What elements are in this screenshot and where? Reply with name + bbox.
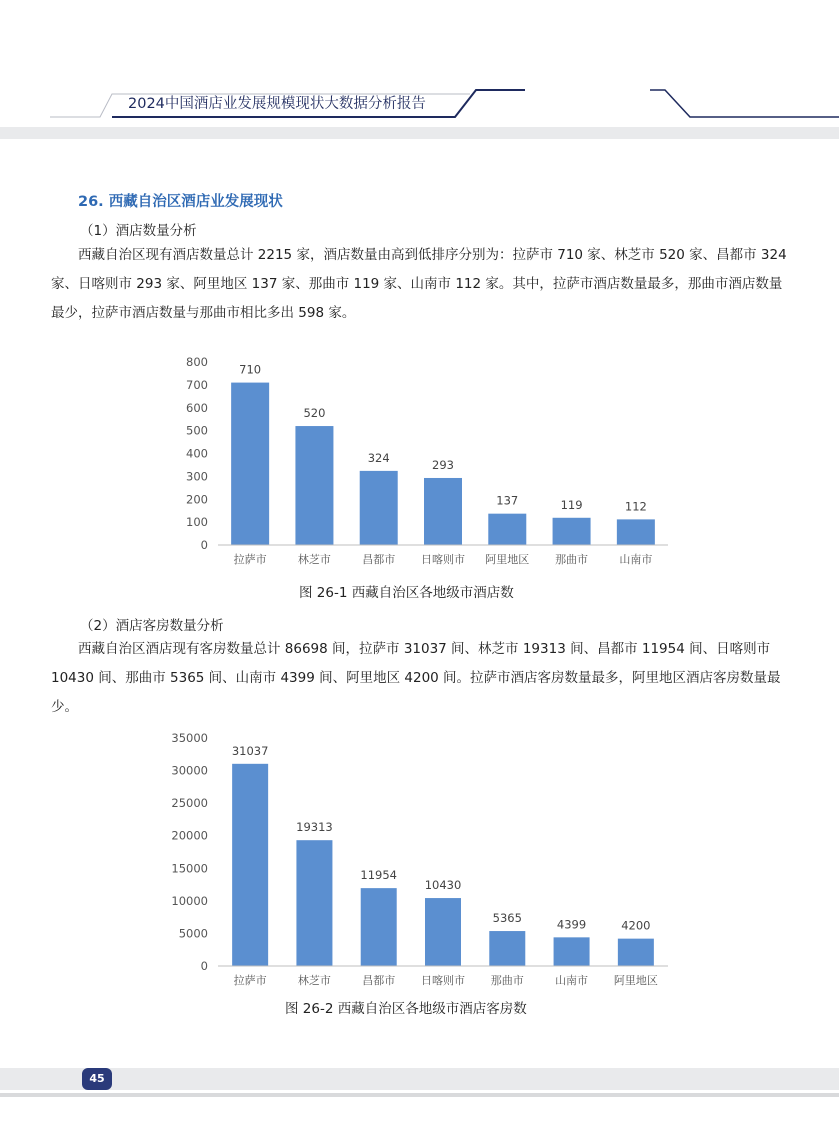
page-number: 45 — [82, 1068, 112, 1090]
x-tick-label: 拉萨市 — [233, 553, 267, 566]
data-label: 520 — [303, 406, 326, 421]
y-tick-label: 200 — [186, 492, 208, 507]
y-tick-label: 35000 — [171, 731, 208, 745]
subsection-title-room-count: （2）酒店客房数量分析 — [80, 618, 224, 634]
bar — [489, 931, 525, 966]
bars-group — [232, 764, 654, 966]
x-tick-label: 日喀则市 — [421, 553, 465, 566]
room-count-bar-chart — [160, 728, 680, 993]
x-tick-label: 那曲市 — [555, 553, 589, 566]
y-tick-label: 500 — [186, 423, 208, 438]
data-label: 112 — [624, 499, 647, 514]
bar — [232, 764, 268, 966]
y-tick-label: 5000 — [178, 926, 208, 941]
x-tick-label: 昌都市 — [362, 553, 396, 566]
footer-line — [0, 1093, 839, 1097]
hotel-count-bar-chart — [170, 350, 690, 575]
data-label: 4399 — [556, 917, 587, 932]
paragraph-room-count — [51, 635, 791, 722]
y-tick-label: 25000 — [171, 796, 208, 811]
bar — [554, 937, 590, 966]
x-tick-label: 阿里地区 — [485, 553, 530, 566]
data-label: 11954 — [360, 868, 398, 883]
data-label: 31037 — [231, 743, 269, 758]
bar — [361, 888, 397, 966]
bar — [231, 383, 269, 545]
data-label: 119 — [560, 497, 583, 512]
y-tick-label: 0 — [200, 538, 208, 552]
bar — [618, 939, 654, 966]
y-tick-label: 300 — [186, 469, 208, 484]
data-label: 293 — [432, 457, 454, 472]
paragraph-text: 西藏自治区酒店现有客房数量总计 86698 间，拉萨市 31037 间、林芝市 19313 间、昌都市 11954 间、日喀则市 10430 间、那曲市 5365 间、山南市 4399 间、阿里地区 4200 间。拉萨市酒店客房数量最多，阿里地区酒店客房数量最少。 — [51, 641, 781, 715]
y-tick-label: 30000 — [171, 763, 208, 778]
footer-band — [0, 1068, 839, 1090]
bar — [296, 840, 332, 966]
y-tick-label: 10000 — [171, 893, 208, 908]
report-title: 2024中国酒店业发展规模现状大数据分析报告 — [128, 96, 426, 112]
y-tick-label: 700 — [186, 377, 208, 392]
section-title: 26. 西藏自治区酒店业发展现状 — [78, 194, 283, 210]
x-tick-label: 阿里地区 — [613, 974, 658, 987]
x-tick-label: 昌都市 — [362, 974, 396, 987]
figure-caption-26-1: 图 26-1 西藏自治区各地级市酒店数 — [299, 585, 514, 601]
y-tick-label: 400 — [186, 446, 208, 461]
x-tick-labels-group — [234, 552, 653, 566]
paragraph-hotel-count — [51, 241, 791, 328]
y-tick-label: 600 — [186, 400, 208, 415]
x-tick-label: 山南市 — [555, 974, 589, 987]
data-label: 5365 — [492, 911, 522, 926]
y-tick-label: 0 — [200, 959, 208, 973]
bar — [617, 519, 655, 545]
bar — [360, 471, 398, 545]
x-tick-label: 日喀则市 — [421, 974, 465, 987]
y-tick-label: 20000 — [171, 828, 208, 843]
x-tick-label: 林芝市 — [297, 974, 331, 987]
y-tick-label: 800 — [186, 355, 208, 369]
x-tick-label: 林芝市 — [297, 553, 331, 566]
x-tick-label: 拉萨市 — [233, 974, 267, 987]
bar — [553, 518, 591, 545]
bar — [295, 426, 333, 545]
data-label: 4200 — [621, 918, 651, 933]
subsection-title-hotel-count: （1）酒店数量分析 — [80, 223, 197, 239]
figure-caption-26-2: 图 26-2 西藏自治区各地级市酒店客房数 — [285, 1001, 527, 1017]
data-label: 324 — [367, 450, 390, 465]
x-tick-labels-group — [234, 973, 658, 987]
bar — [424, 478, 462, 545]
data-label: 19313 — [296, 820, 333, 835]
data-label: 710 — [239, 362, 262, 377]
y-tick-labels-group — [186, 355, 208, 552]
x-tick-label: 那曲市 — [490, 974, 524, 987]
y-tick-label: 100 — [186, 515, 208, 530]
header-band — [0, 127, 839, 139]
data-label: 10430 — [424, 878, 462, 893]
x-tick-label: 山南市 — [619, 553, 653, 566]
y-tick-label: 15000 — [171, 861, 208, 876]
bar — [488, 514, 526, 545]
data-label: 137 — [496, 493, 519, 508]
paragraph-text: 西藏自治区现有酒店数量总计 2215 家，酒店数量由高到低排序分别为：拉萨市 710 家、林芝市 520 家、昌都市 324 家、日喀则市 293 家、阿里地区 137 家、那曲市 119 家、山南市 112 家。其中，拉萨市酒店数量最多，那曲市酒店数量最少，拉萨市酒店数量与那曲市相比多出 598 家。 — [51, 247, 787, 321]
y-tick-labels-group — [171, 731, 208, 973]
bar — [425, 898, 461, 966]
